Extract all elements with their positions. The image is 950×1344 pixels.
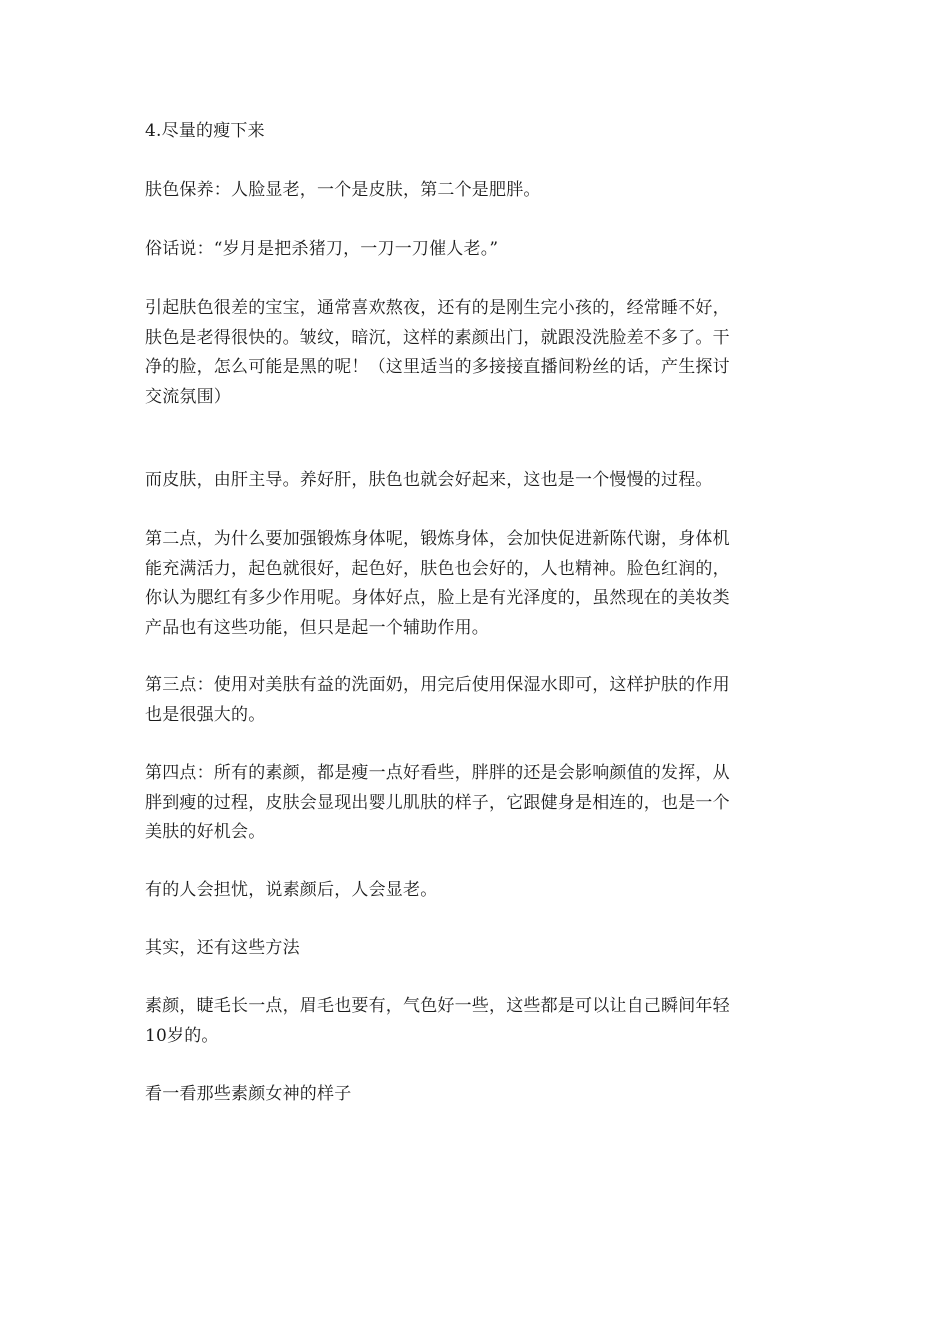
paragraph-methods: 其实，还有这些方法 — [145, 938, 300, 958]
section-heading: 4.尽量的瘦下来 — [145, 121, 265, 141]
paragraph-worry: 有的人会担忧，说素颜后，人会显老。 — [145, 880, 438, 900]
paragraph-goddess: 看一看那些素颜女神的样子 — [145, 1084, 352, 1104]
paragraph-poor-complexion: 引起肤色很差的宝宝，通常喜欢熬夜，还有的是刚生完小孩的，经常睡不好， 肤色是老得很快的。皱纹，暗沉，这样的素颜出门，就跟没洗脸差不多了。干 净的脸，怎么可能是黑的呢！（这里适当的多接接直播间粉丝的话，产生探讨 交流氛围） — [145, 298, 730, 407]
paragraph-proverb: 俗话说：“岁月是把杀猪刀，一刀一刀催人老。” — [145, 239, 499, 259]
paragraph-point-four: 第四点：所有的素颜，都是瘦一点好看些，胖胖的还是会影响颜值的发挥，从 胖到瘦的过程，皮肤会显现出婴儿肌肤的样子，它跟健身是相连的，也是一个 美肤的好机会。 — [145, 763, 730, 842]
paragraph-point-three: 第三点：使用对美肤有益的洗面奶，用完后使用保湿水即可，这样护肤的作用 也是很强大的。 — [145, 675, 730, 725]
paragraph-liver: 而皮肤，由肝主导。养好肝，肤色也就会好起来，这也是一个慢慢的过程。 — [145, 470, 713, 490]
paragraph-no-makeup-tips: 素颜，睫毛长一点，眉毛也要有，气色好一些，这些都是可以让自己瞬间年轻 10岁的。 — [145, 996, 730, 1046]
paragraph-skin-care: 肤色保养：人脸显老，一个是皮肤，第二个是肥胖。 — [145, 180, 541, 200]
paragraph-point-two: 第二点，为什么要加强锻炼身体呢，锻炼身体，会加快促进新陈代谢，身体机 能充满活力，起色就很好，起色好，肤色也会好的，人也精神。脸色红润的， 你认为腮红有多少作用呢。身体好点，脸上是有光泽度的，虽然现在的美妆类 产品也有这些功能，但只是起一个辅助作用。 — [145, 529, 730, 638]
